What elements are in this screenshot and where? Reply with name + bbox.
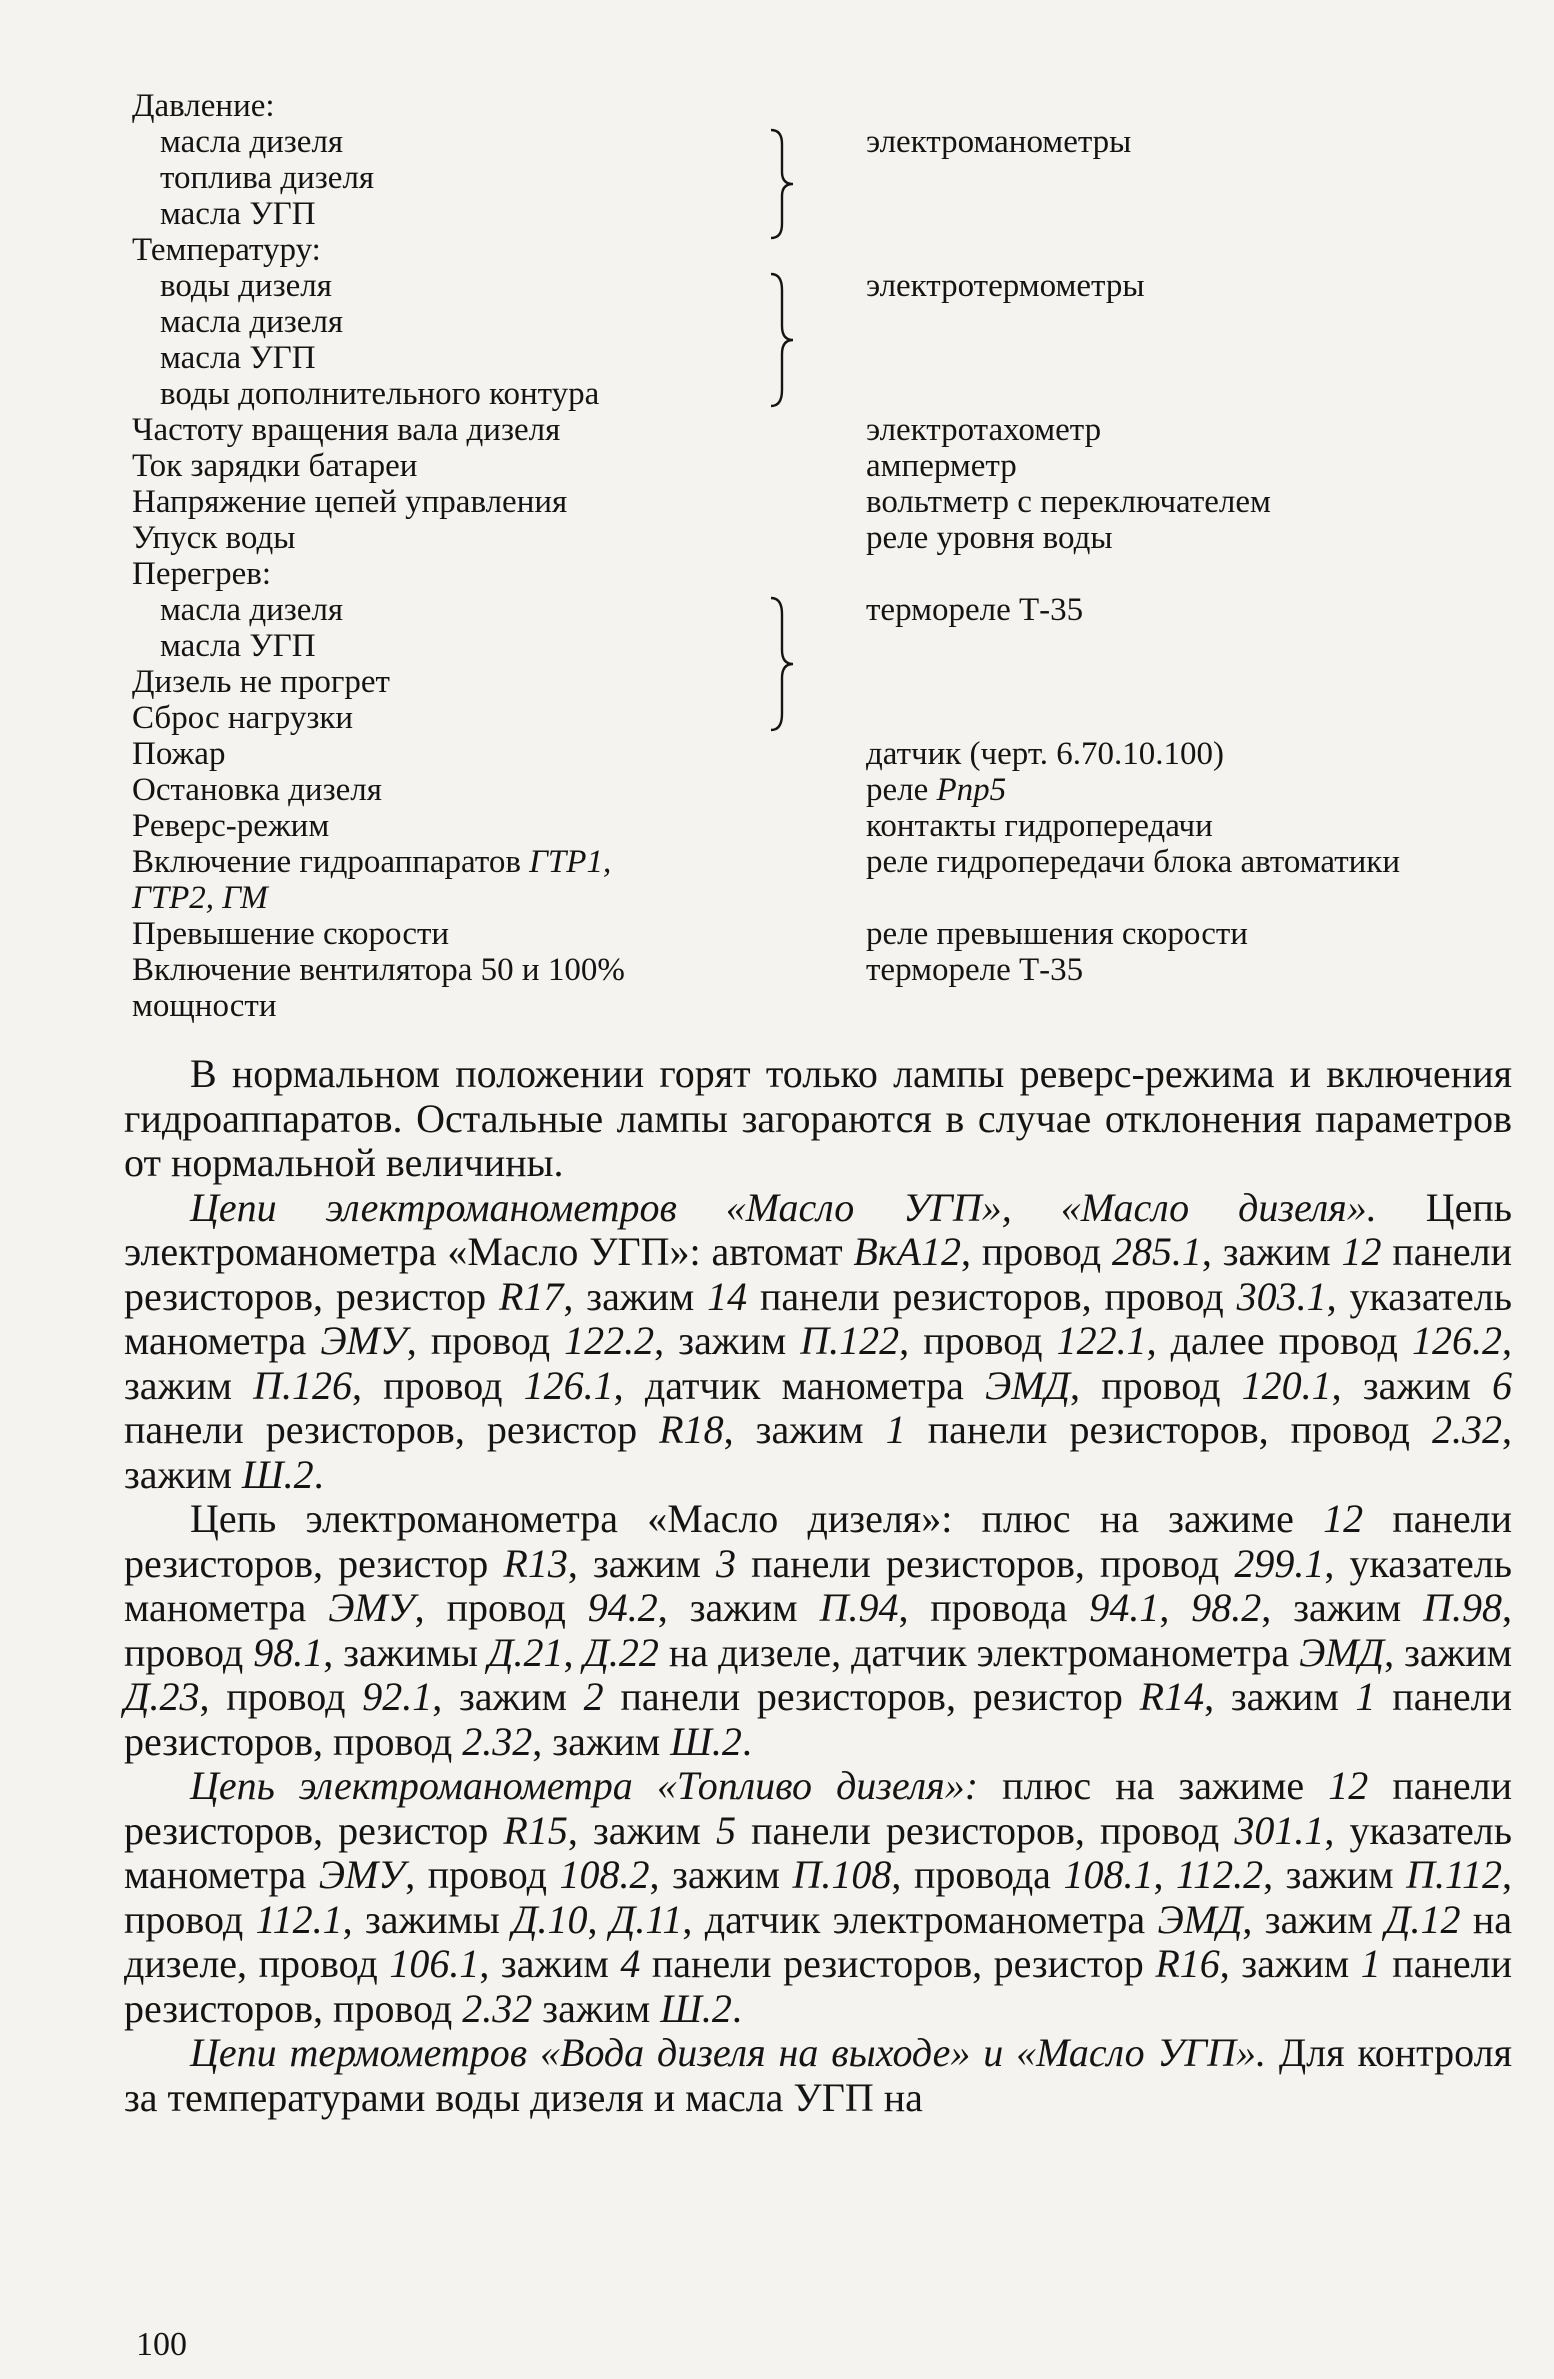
paragraph-text: панели резисторов, провод xyxy=(735,1540,1235,1586)
paragraph-emphasis: П.112 xyxy=(1406,1852,1502,1897)
table-line xyxy=(132,988,277,1024)
paragraph xyxy=(124,1764,1512,2031)
table-line-text: реле гидропередачи блока автоматики xyxy=(866,844,1400,880)
table-line-text: масла УГП xyxy=(160,340,316,376)
paragraph-emphasis: 92.1 xyxy=(362,1674,433,1719)
paragraph-text: панели резисторов, провод xyxy=(124,1674,1512,1764)
paragraph-text: панели резисторов, провод xyxy=(124,1941,1512,2031)
table-line-text: Упуск воды xyxy=(132,520,296,556)
paragraph-text: панели резисторов, провод xyxy=(735,1807,1235,1853)
paragraph-text: , зажимы xyxy=(323,1629,489,1675)
paragraph-emphasis: 112.2 xyxy=(1176,1852,1264,1897)
table-line-text: Сброс нагрузки xyxy=(132,700,354,736)
paragraph-text: , зажим xyxy=(532,1718,671,1764)
paragraph-text: , зажим xyxy=(124,1407,1512,1497)
paragraph-emphasis: 5 xyxy=(715,1807,736,1853)
table-line-emphasis: ГТР2, ГМ xyxy=(132,880,268,916)
table-line-text: Перегрев: xyxy=(132,556,272,592)
paragraph-text: В нормальном положении горят только лампы реверс-режима и включения гидроаппаратов. Остальные лампы загораются в случае отклонения параметров от нормальной величины. xyxy=(124,1051,1512,1185)
table-line-text: Дизель не прогрет xyxy=(132,664,390,700)
table-line xyxy=(160,376,599,412)
table-line xyxy=(866,124,1131,160)
table-line-text: Частоту вращения вала дизеля xyxy=(132,412,561,448)
paragraph-emphasis: П.98 xyxy=(1423,1585,1502,1630)
table-line xyxy=(132,520,295,556)
paragraph-text: , провод xyxy=(352,1362,524,1408)
table-line-text: термореле Т-35 xyxy=(866,592,1084,628)
paragraph-text: Цепь электроманометра «Масло УГП»: автомат xyxy=(124,1184,1512,1274)
paragraph-text: , зажим xyxy=(432,1674,584,1719)
paragraph-text: . xyxy=(313,1451,324,1497)
parameter-table xyxy=(0,0,1554,1030)
table-line xyxy=(866,484,1271,520)
paragraph-text: панели резисторов, резистор xyxy=(124,1407,660,1452)
table-line-text: воды дизеля xyxy=(160,268,332,304)
paragraph-text: , датчик электроманометра xyxy=(682,1896,1158,1942)
table-line xyxy=(866,772,1006,808)
paragraph-text: , провод xyxy=(899,1318,1057,1363)
table-line-text: масла УГП xyxy=(160,196,316,232)
paragraph xyxy=(124,1186,1512,1498)
paragraph-emphasis: Цепь электроманометра «Топливо дизеля»: xyxy=(190,1763,979,1808)
table-line-text: Напряжение цепей управления xyxy=(132,484,568,520)
paragraph-text: , зажим xyxy=(654,1318,801,1363)
table-line xyxy=(160,196,316,232)
paragraph-text: . xyxy=(731,1985,742,2031)
paragraph xyxy=(124,1497,1512,1764)
paragraph-emphasis: Цепи электроманометров «Масло УГП», «Масло дизеля». xyxy=(190,1184,1377,1230)
paragraph-text: , провод xyxy=(406,1318,565,1363)
paragraph xyxy=(124,2031,1512,2120)
table-line xyxy=(160,124,343,160)
paragraph-text: , xyxy=(1159,1585,1192,1630)
paragraph-text: , зажим xyxy=(1201,1229,1342,1274)
paragraph-emphasis: 3 xyxy=(715,1540,736,1586)
paragraph-text: , зажим xyxy=(567,1807,716,1853)
body-text xyxy=(124,1052,1512,2120)
paragraph-emphasis: 12 xyxy=(1323,1496,1364,1541)
paragraph-text: , провод xyxy=(124,1585,1512,1675)
paragraph-emphasis: Д.22 xyxy=(583,1629,659,1675)
paragraph-emphasis: П.94 xyxy=(819,1585,899,1630)
paragraph-emphasis: 1 xyxy=(1355,1674,1376,1719)
table-line-text: Температуру: xyxy=(132,232,321,268)
paragraph-text: панели резисторов, резистор xyxy=(124,1763,1513,1853)
paragraph-text: , зажим xyxy=(1384,1629,1513,1675)
paragraph-text: , провода xyxy=(891,1852,1064,1897)
table-line-text: амперметр xyxy=(866,448,1017,484)
paragraph-text: , зажим xyxy=(1204,1674,1356,1719)
paragraph-emphasis: Ш.2 xyxy=(670,1718,742,1764)
paragraph-text: , зажим xyxy=(479,1941,621,1986)
paragraph-text: , провод xyxy=(960,1229,1112,1274)
table-line-text: электротермометры xyxy=(866,268,1145,304)
paragraph-text: на дизеле, провод xyxy=(124,1896,1512,1986)
table-line xyxy=(160,592,343,628)
table-line-text: топлива дизеля xyxy=(160,160,375,196)
table-line-text: реле xyxy=(866,772,937,808)
paragraph-emphasis: ЭМУ xyxy=(320,1318,407,1363)
table-line xyxy=(866,844,1400,880)
table-line xyxy=(132,736,225,772)
paragraph-text: , провод xyxy=(414,1585,588,1630)
paragraph-emphasis: Цепи термометров «Вода дизеля на выходе» и «Масло УГП». xyxy=(190,2030,1266,2075)
paragraph-emphasis: 2.32 xyxy=(462,1718,533,1764)
table-line xyxy=(160,304,343,340)
table-line xyxy=(132,880,268,916)
paragraph-text: , зажим xyxy=(1263,1852,1407,1897)
table-line xyxy=(132,844,611,880)
paragraph-emphasis: 106.1 xyxy=(389,1941,480,1986)
paragraph-emphasis: 120.1 xyxy=(1241,1362,1332,1408)
paragraph-text: Цепь электроманометра «Масло дизеля»: плюс на зажиме xyxy=(190,1496,1324,1541)
table-line-text: Остановка дизеля xyxy=(132,772,382,808)
paragraph-text: , указатель манометра xyxy=(124,1540,1513,1630)
paragraph-emphasis: 98.1 xyxy=(253,1629,324,1675)
table-line-emphasis: Рпр5 xyxy=(936,772,1007,808)
table-line xyxy=(160,268,332,304)
paragraph-emphasis: 1 xyxy=(885,1407,906,1452)
right-brace-icon xyxy=(768,128,796,240)
table-line xyxy=(132,916,449,952)
paragraph-emphasis: ЭМУ xyxy=(328,1585,415,1630)
paragraph-text: панели резисторов, резистор xyxy=(124,1229,1513,1319)
table-line xyxy=(132,664,390,700)
paragraph-text: , зажим xyxy=(1242,1896,1386,1942)
table-line-text: масла дизеля xyxy=(160,304,344,340)
table-line-text: термореле Т-35 xyxy=(866,952,1084,988)
paragraph xyxy=(124,1052,1512,1186)
paragraph-text: , далее провод xyxy=(1146,1318,1412,1363)
table-line-text: вольтметр с переключателем xyxy=(866,484,1271,520)
table-line xyxy=(866,736,1224,772)
paragraph-text: , провод xyxy=(1070,1362,1242,1408)
table-line xyxy=(160,160,374,196)
table-line xyxy=(132,700,353,736)
page-number: 100 xyxy=(136,2326,187,2363)
paragraph-emphasis: Д.10 xyxy=(512,1896,588,1942)
table-line xyxy=(132,88,275,124)
paragraph-emphasis: R15 xyxy=(503,1807,568,1853)
table-line xyxy=(866,268,1145,304)
paragraph-text: , зажим xyxy=(723,1407,886,1452)
table-line xyxy=(132,412,560,448)
paragraph-emphasis: 285.1 xyxy=(1111,1229,1202,1274)
paragraph-emphasis: 94.2 xyxy=(587,1585,658,1630)
table-line xyxy=(160,628,316,664)
table-line xyxy=(132,772,382,808)
paragraph-text: панели резисторов, провод xyxy=(905,1407,1432,1452)
paragraph-emphasis: 94.1 xyxy=(1089,1585,1160,1630)
paragraph-emphasis: R17 xyxy=(498,1273,564,1319)
table-line-text: Давление: xyxy=(132,88,275,124)
table-line-text: масла дизеля xyxy=(160,592,344,628)
paragraph-emphasis: Д.12 xyxy=(1385,1896,1461,1942)
paragraph-emphasis: 122.2 xyxy=(564,1318,655,1363)
table-line-emphasis: ГТР1, xyxy=(529,844,612,880)
paragraph-text: , датчик манометра xyxy=(613,1362,986,1408)
paragraph-emphasis: 1 xyxy=(1360,1941,1381,1986)
paragraph-text: , зажим xyxy=(1331,1362,1493,1408)
paragraph-text: , провода xyxy=(898,1585,1090,1630)
paragraph-text: , провод xyxy=(199,1674,363,1719)
paragraph-emphasis: 98.2 xyxy=(1191,1585,1262,1630)
paragraph-text: панели резисторов, провод xyxy=(747,1273,1237,1319)
paragraph-emphasis: 108.2 xyxy=(559,1852,650,1897)
table-line-text: датчик (черт. 6.70.10.100) xyxy=(866,736,1225,772)
table-line xyxy=(866,448,1017,484)
table-line xyxy=(866,916,1248,952)
table-line-text: Включение вентилятора 50 и 100% xyxy=(132,952,625,988)
paragraph-emphasis: 2 xyxy=(583,1674,604,1719)
paragraph-emphasis: 6 xyxy=(1492,1362,1513,1408)
paragraph-emphasis: ЭМД xyxy=(1157,1896,1243,1942)
paragraph-emphasis: ЭМУ xyxy=(318,1852,406,1897)
table-line-text: Включение гидроаппаратов xyxy=(132,844,530,880)
table-line-text: масла УГП xyxy=(160,628,316,664)
table-line-text: масла дизеля xyxy=(160,124,344,160)
table-line xyxy=(132,556,271,592)
right-brace-icon xyxy=(768,596,796,732)
paragraph-emphasis: Ш.2 xyxy=(660,1985,732,2031)
paragraph-text: , указатель манометра xyxy=(124,1273,1512,1363)
paragraph-emphasis: ВкА12 xyxy=(853,1229,961,1274)
paragraph-emphasis: 126.1 xyxy=(523,1362,614,1408)
paragraph-emphasis: 12 xyxy=(1328,1763,1369,1808)
table-line xyxy=(132,448,417,484)
paragraph-emphasis: 14 xyxy=(707,1273,748,1319)
paragraph-text: плюс на зажиме xyxy=(978,1763,1329,1808)
table-line-text: мощности xyxy=(132,988,277,1024)
paragraph-emphasis: 12 xyxy=(1341,1229,1382,1274)
paragraph-emphasis: ЭМД xyxy=(985,1362,1071,1408)
paragraph-emphasis: 126.2 xyxy=(1412,1318,1502,1363)
table-line-text: реле уровня воды xyxy=(866,520,1113,556)
table-line-text: Превышение скорости xyxy=(132,916,450,952)
table-line xyxy=(866,520,1113,556)
table-line xyxy=(132,232,321,268)
right-brace-icon xyxy=(768,272,796,408)
paragraph-emphasis: 299.1 xyxy=(1234,1540,1325,1586)
table-line-text: реле превышения скорости xyxy=(866,916,1248,952)
paragraph-emphasis: 4 xyxy=(620,1941,641,1986)
paragraph-emphasis: П.108 xyxy=(792,1852,892,1897)
paragraph-text: панели резисторов, резистор xyxy=(640,1941,1156,1986)
paragraph-emphasis: R18 xyxy=(659,1407,724,1452)
paragraph-text: панели резисторов, резистор xyxy=(603,1674,1140,1719)
paragraph-emphasis: R16 xyxy=(1155,1941,1220,1986)
table-line-text: контакты гидропередачи xyxy=(866,808,1213,844)
paragraph-emphasis: ЭМД xyxy=(1299,1629,1385,1675)
paragraph-emphasis: R14 xyxy=(1139,1674,1205,1719)
table-line xyxy=(866,592,1083,628)
paragraph-text: , провод xyxy=(405,1852,560,1897)
paragraph-text: , зажим xyxy=(657,1585,820,1630)
table-line-text: Ток зарядки батареи xyxy=(132,448,418,484)
paragraph-text: , зажим xyxy=(1219,1941,1361,1986)
paragraph-text: , зажим xyxy=(1261,1585,1424,1630)
paragraph-text: , xyxy=(587,1896,610,1942)
paragraph-emphasis: Ш.2 xyxy=(241,1451,314,1497)
paragraph-emphasis: 122.1 xyxy=(1056,1318,1147,1363)
paragraph-text: . xyxy=(741,1718,752,1764)
paragraph-emphasis: П.122 xyxy=(800,1318,900,1363)
paragraph-text: , xyxy=(1153,1852,1177,1897)
paragraph-emphasis: R13 xyxy=(503,1540,568,1586)
paragraph-text: , зажим xyxy=(649,1852,793,1897)
table-line-text: Пожар xyxy=(132,736,226,772)
paragraph-emphasis: 2.32 xyxy=(1432,1407,1502,1452)
paragraph-emphasis: Д.11 xyxy=(609,1896,683,1942)
table-line xyxy=(132,952,625,988)
paragraph-text: , xyxy=(563,1629,584,1675)
table-line xyxy=(866,808,1213,844)
table-line xyxy=(160,340,316,376)
paragraph-text: зажим xyxy=(532,1985,661,2031)
paragraph-text: , зажимы xyxy=(342,1896,513,1942)
paragraph-emphasis: Д.21 xyxy=(488,1629,564,1675)
table-line xyxy=(866,412,1101,448)
paragraph-text: , зажим xyxy=(124,1318,1512,1408)
paragraph-text: , указатель манометра xyxy=(124,1807,1513,1897)
paragraph-emphasis: 301.1 xyxy=(1234,1807,1325,1853)
table-line xyxy=(132,484,567,520)
paragraph-text: панели резисторов, резистор xyxy=(124,1496,1512,1586)
table-line xyxy=(132,808,329,844)
paragraph-emphasis: Д.23 xyxy=(124,1674,200,1719)
paragraph-text: , зажим xyxy=(563,1273,708,1319)
paragraph-emphasis: 108.1 xyxy=(1063,1852,1154,1897)
table-line-text: электротахометр xyxy=(866,412,1102,448)
paragraph-emphasis: 303.1 xyxy=(1236,1273,1327,1319)
paragraph-text: , провод xyxy=(124,1852,1512,1942)
table-line-text: Реверс-режим xyxy=(132,808,330,844)
table-line-text: электроманометры xyxy=(866,124,1132,160)
table-line xyxy=(866,952,1083,988)
table-line-text: воды дополнительного контура xyxy=(160,376,600,412)
paragraph-emphasis: П.126 xyxy=(253,1362,353,1408)
paragraph-text: на дизеле, датчик электроманометра xyxy=(658,1629,1300,1675)
paragraph-emphasis: 2.32 xyxy=(462,1985,533,2031)
paragraph-emphasis: 112.1 xyxy=(255,1896,343,1942)
paragraph-text: , зажим xyxy=(567,1540,716,1586)
paragraph-text: Для контроля за температурами воды дизеля и масла УГП на xyxy=(124,2030,1512,2120)
